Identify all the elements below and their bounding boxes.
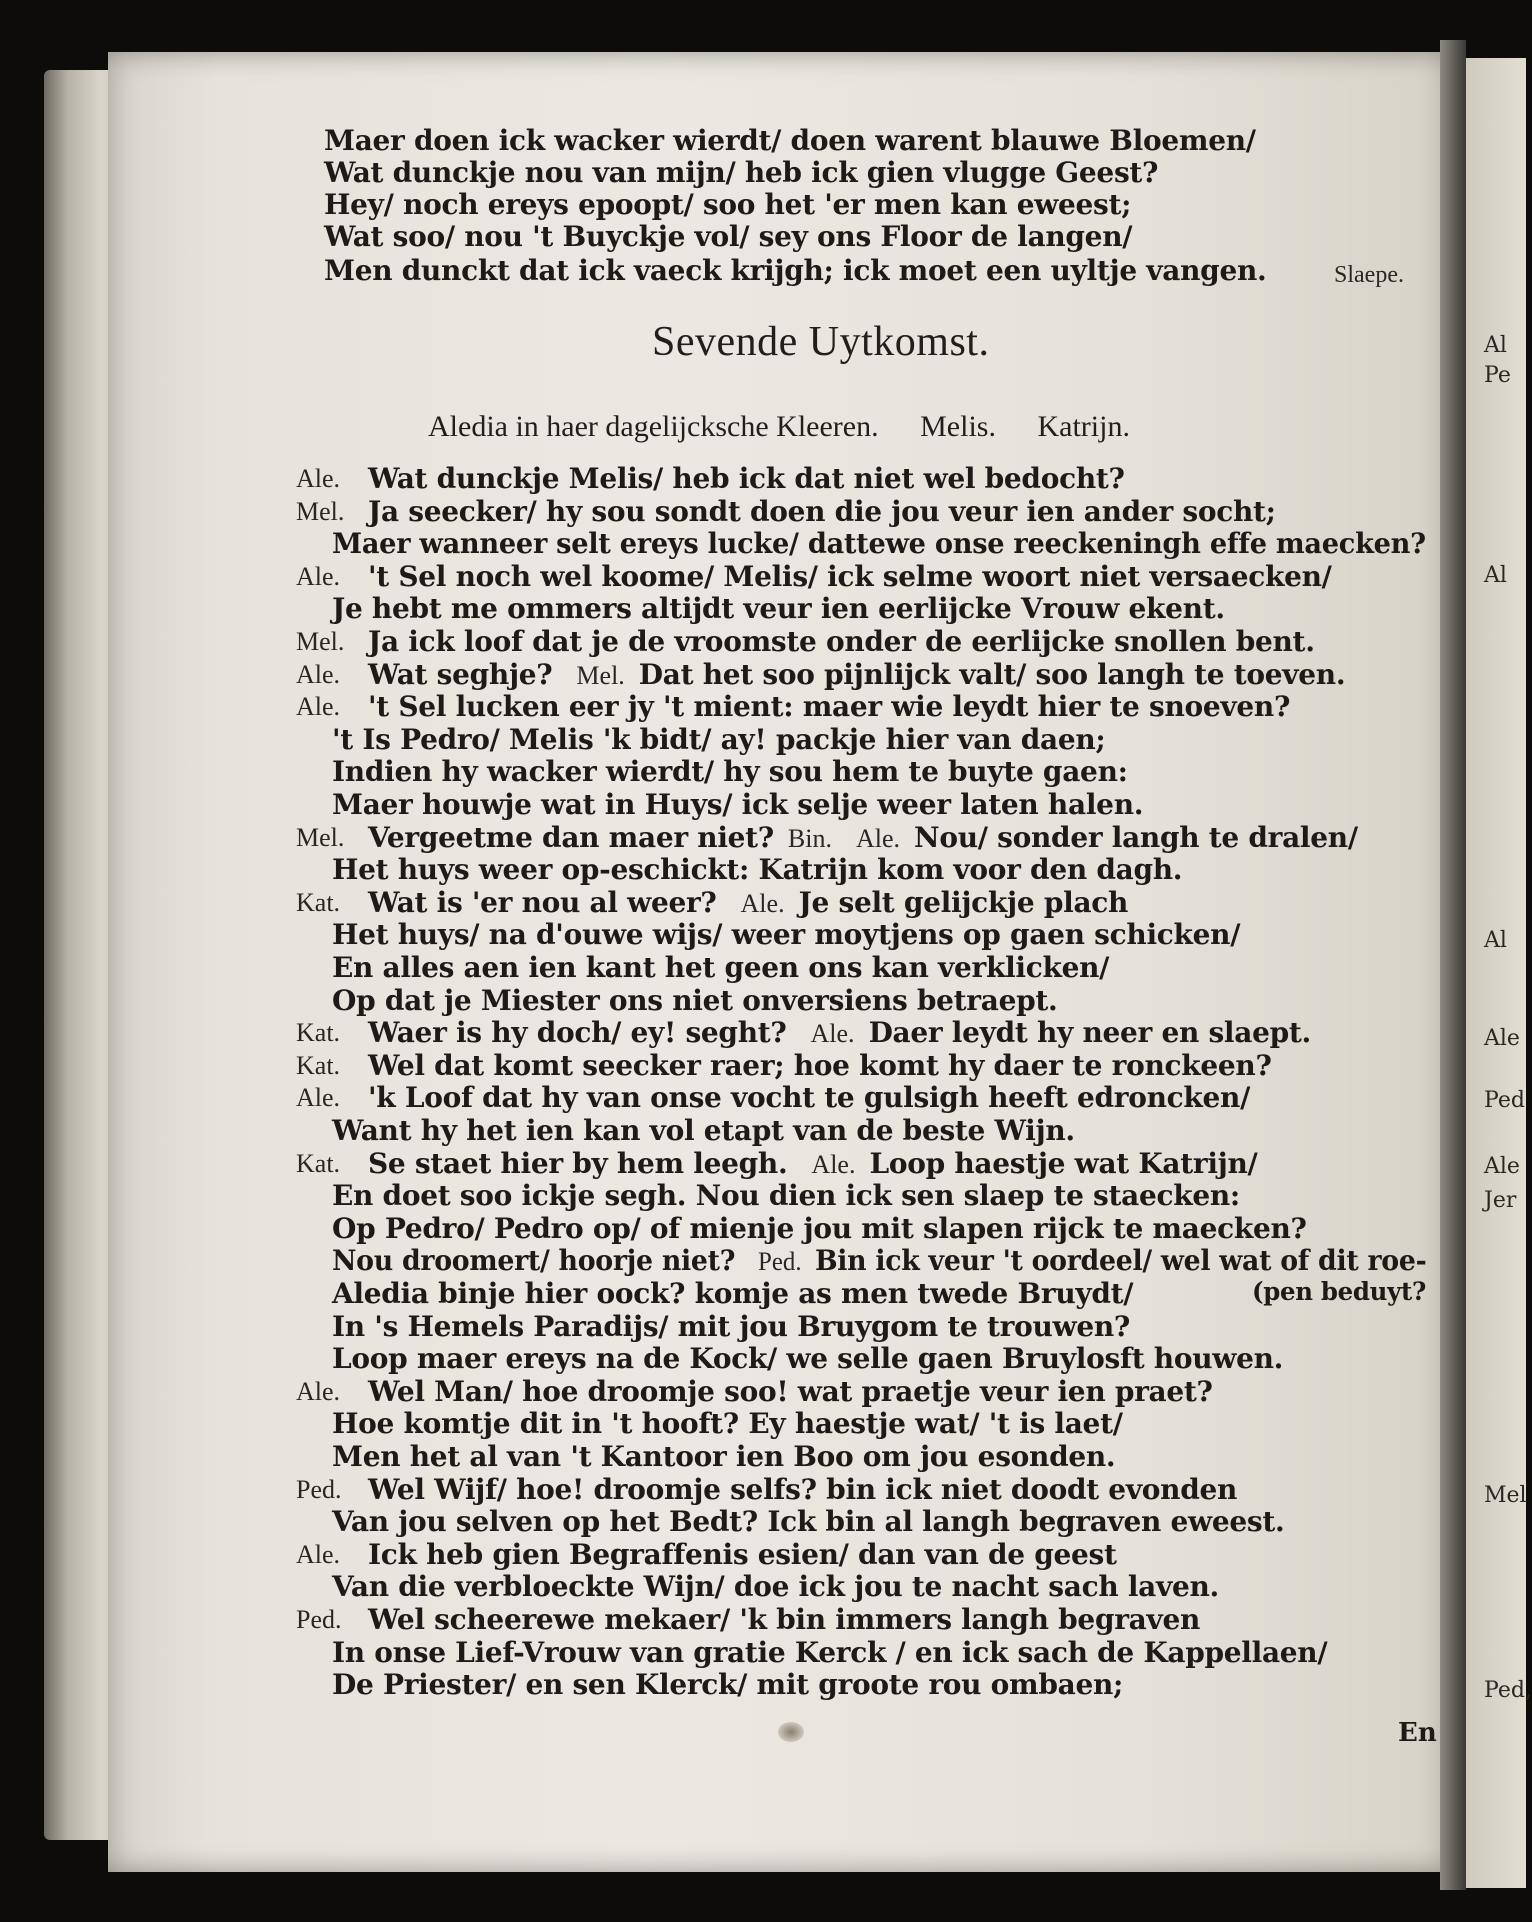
line-text: Se staet hier by hem leegh. bbox=[368, 1147, 788, 1180]
line-text: 't Sel noch wel koome/ Melis/ ick selme woort niet versaecken/ bbox=[368, 560, 1332, 593]
line-text: Je selt gelijckje plach bbox=[798, 886, 1129, 919]
line-text: En alles aen ien kant het geen ons kan verklicken/ bbox=[332, 951, 1110, 984]
verse-line: Men dunckt dat ick vaeck krijgh; ick moet een uyltje vangen. bbox=[324, 254, 1267, 287]
dialogue-line bbox=[332, 1668, 1123, 1701]
line-text: Waer is hy doch/ ey! seght? bbox=[368, 1016, 787, 1049]
book-gutter bbox=[1440, 40, 1466, 1890]
line-text: Men het al van 't Kantoor ien Boo om jou esonden. bbox=[332, 1440, 1116, 1473]
speaker-label: Kat. bbox=[296, 1051, 341, 1080]
line-text: Indien hy wacker wierdt/ hy sou hem te buyte gaen: bbox=[332, 755, 1128, 788]
line-text: De Priester/ en sen Klerck/ mit groote rou ombaen; bbox=[332, 1668, 1124, 1701]
dialogue-line bbox=[332, 527, 1426, 560]
dialogue-line bbox=[332, 1636, 1327, 1669]
catchword: En bbox=[1398, 1718, 1437, 1748]
speaker-label: Mel. bbox=[576, 661, 625, 690]
line-text: Van die verbloeckte Wijn/ doe ick jou te nacht sach laven. bbox=[332, 1570, 1219, 1603]
section-heading: Sevende Uytkomst. bbox=[652, 319, 990, 365]
line-text: En doet soo ickje segh. Nou dien ick sen slaep te staecken: bbox=[332, 1179, 1240, 1212]
line-text: Wel scheerewe mekaer/ 'k bin immers langh begraven bbox=[368, 1603, 1201, 1636]
speaker-label: Ale. bbox=[740, 889, 785, 918]
line-text: In 's Hemels Paradijs/ mit jou Bruygom te trouwen? bbox=[332, 1310, 1130, 1343]
dialogue-line bbox=[332, 1310, 1130, 1343]
line-text: Wel Wijf/ hoe! droomje selfs? bin ick niet doodt evonden bbox=[368, 1473, 1238, 1506]
speaker-label: Ale. bbox=[296, 692, 341, 721]
ink-smudge bbox=[778, 1722, 804, 1742]
dialogue-line bbox=[332, 1244, 1426, 1277]
next-page-fragment: Mel bbox=[1484, 1483, 1527, 1508]
speaker-label: Ale. bbox=[856, 824, 901, 853]
speaker-label: Mel. bbox=[296, 627, 345, 656]
verse-line: Hey/ noch ereys epoopt/ soo het 'er men kan eweest; bbox=[324, 188, 1132, 221]
aside-direction: Bin. bbox=[787, 824, 832, 853]
person-aledia: Aledia in haer dagelijcksche Kleeren. bbox=[428, 410, 879, 443]
line-text: Ick heb gien Begraffenis esien/ dan van de geest bbox=[368, 1538, 1117, 1571]
next-page-strip bbox=[1466, 58, 1532, 1888]
dialogue-line bbox=[368, 1375, 1213, 1408]
line-text: Dat het soo pijnlijck valt/ soo langh te toeven. bbox=[638, 658, 1346, 691]
speaker-label: Ped. bbox=[296, 1605, 342, 1634]
dialogue-line bbox=[332, 1570, 1219, 1603]
line-text: Wat seghje? bbox=[368, 658, 553, 691]
speaker-label: Ale. bbox=[296, 1540, 341, 1569]
speaker-label: Kat. bbox=[296, 1018, 341, 1047]
line-text: Het huys weer op-eschickt: Katrijn kom voor den dagh. bbox=[332, 853, 1183, 886]
dialogue-line bbox=[332, 1179, 1240, 1212]
dialogue-line bbox=[368, 690, 1290, 723]
next-page-fragment: Al bbox=[1484, 563, 1507, 588]
line-text: Vergeetme dan maer niet? bbox=[368, 821, 774, 854]
dialogue-line bbox=[332, 592, 1225, 625]
dialogue-line bbox=[368, 462, 1125, 495]
speaker-label: Ale. bbox=[296, 1083, 341, 1112]
line-text: Maer wanneer selt ereys lucke/ dattewe onse reeckeningh effe maecken? bbox=[332, 527, 1426, 560]
line-text: 'k Loof dat hy van onse vocht te gulsigh heeft edroncken/ bbox=[368, 1081, 1251, 1114]
speaker-label: Mel. bbox=[296, 823, 345, 852]
dialogue-line bbox=[368, 495, 1276, 528]
line-text: Bin ick veur 't oordeel/ wel wat of dit roe- bbox=[814, 1244, 1427, 1277]
line-text: 't Sel lucken eer jy 't mient: maer wie leydt hier te snoeven? bbox=[368, 690, 1291, 723]
speaker-label: Kat. bbox=[296, 1149, 341, 1178]
dialogue-line bbox=[368, 1016, 1311, 1049]
dialogue-line bbox=[368, 1538, 1117, 1571]
line-text: Je hebt me ommers altijdt veur ien eerlijcke Vrouw ekent. bbox=[332, 592, 1225, 625]
next-page-fragment: Pe bbox=[1484, 363, 1511, 388]
next-page-fragment: Al bbox=[1484, 928, 1507, 953]
line-text: 't Is Pedro/ Melis 'k bidt/ ay! packje hier van daen; bbox=[332, 723, 1106, 756]
dialogue-line bbox=[332, 1407, 1123, 1440]
line-text: Wat dunckje Melis/ heb ick dat niet wel bedocht? bbox=[368, 462, 1125, 495]
dialogue-line bbox=[332, 1277, 1133, 1310]
line-text: Ja ick loof dat je de vroomste onder de eerlijcke snollen bent. bbox=[368, 625, 1315, 658]
dialogue-line bbox=[368, 1049, 1272, 1082]
dialogue-line bbox=[332, 755, 1128, 788]
line-text: Daer leydt hy neer en slaept. bbox=[868, 1016, 1311, 1049]
dialogue-line bbox=[332, 1114, 1075, 1147]
line-text: Loop haestje wat Katrijn/ bbox=[869, 1147, 1258, 1180]
speaker-label: Ale. bbox=[810, 1019, 855, 1048]
speaker-label: Ale. bbox=[296, 660, 341, 689]
dialogue-line bbox=[332, 1342, 1283, 1375]
speaker-label: Ale. bbox=[296, 464, 341, 493]
dialogue-line bbox=[332, 918, 1240, 951]
person-melis: Melis. bbox=[920, 410, 996, 443]
line-text: Maer houwje wat in Huys/ ick selje weer laten halen. bbox=[332, 788, 1144, 821]
line-text: Aledia binje hier oock? komje as men twede Bruydt/ bbox=[332, 1277, 1134, 1310]
verse-line: Wat dunckje nou van mijn/ heb ick gien vlugge Geest? bbox=[324, 156, 1159, 189]
dialogue-line bbox=[332, 1440, 1115, 1473]
runover-text: (pen beduyt? bbox=[1252, 1277, 1426, 1306]
next-page-fragment: Ped bbox=[1484, 1088, 1525, 1113]
person-katrijn: Katrijn. bbox=[1037, 410, 1130, 443]
dialogue-line bbox=[368, 658, 1345, 691]
line-text: Van jou selven op het Bedt? Ick bin al langh begraven eweest. bbox=[332, 1505, 1285, 1538]
line-text: Loop maer ereys na de Kock/ we selle gaen Bruylosft houwen. bbox=[332, 1342, 1284, 1375]
line-text: Nou/ sonder langh te dralen/ bbox=[914, 821, 1358, 854]
dialogue-line bbox=[368, 821, 1358, 854]
verse-line: Wat soo/ nou 't Buyckje vol/ sey ons Floor de langen/ bbox=[324, 220, 1133, 253]
next-page-fragment: Ale bbox=[1484, 1154, 1520, 1179]
dialogue-line bbox=[368, 625, 1315, 658]
line-text: Wel Man/ hoe droomje soo! wat praetje veur ien praet? bbox=[368, 1375, 1213, 1408]
dialogue-line bbox=[332, 1505, 1284, 1538]
dialogue-line bbox=[368, 1473, 1237, 1506]
line-text: Op dat je Miester ons niet onversiens betraept. bbox=[332, 984, 1058, 1017]
line-text: Wel dat komt seecker raer; hoe komt hy daer te ronckeen? bbox=[368, 1049, 1272, 1082]
next-page-fragment: Ale bbox=[1484, 1026, 1520, 1051]
dialogue-line bbox=[332, 788, 1143, 821]
dialogue-line bbox=[332, 984, 1057, 1017]
dialogue-line bbox=[332, 853, 1182, 886]
verse-line: Maer doen ick wacker wierdt/ doen warent blauwe Bloemen/ bbox=[324, 124, 1256, 157]
stage-direction: Slaepe. bbox=[1334, 262, 1404, 288]
dialogue-line bbox=[368, 1603, 1200, 1636]
speaker-label: Ale. bbox=[811, 1150, 856, 1179]
dialogue-line bbox=[368, 560, 1332, 593]
dialogue-line bbox=[368, 1147, 1257, 1180]
line-text: Op Pedro/ Pedro op/ of mienje jou mit slapen rijck te maecken? bbox=[332, 1212, 1307, 1245]
line-text: Hoe komtje dit in 't hooft? Ey haestje wat/ 't is laet/ bbox=[332, 1407, 1123, 1440]
dialogue-line bbox=[368, 886, 1128, 919]
next-page-fragment: Jer bbox=[1484, 1188, 1517, 1213]
line-text: Het huys/ na d'ouwe wijs/ weer moytjens op gaen schicken/ bbox=[332, 918, 1241, 951]
speaker-label: Ale. bbox=[296, 562, 341, 591]
dialogue-line bbox=[332, 1212, 1307, 1245]
speaker-label: Mel. bbox=[296, 497, 345, 526]
line-text: Want hy het ien kan vol etapt van de beste Wijn. bbox=[332, 1114, 1075, 1147]
line-text: Wat is 'er nou al weer? bbox=[368, 886, 717, 919]
line-text: In onse Lief-Vrouw van gratie Kerck / en ick sach de Kappellaen/ bbox=[332, 1636, 1328, 1669]
speaker-label: Kat. bbox=[296, 888, 341, 917]
speaker-label: Ped. bbox=[296, 1475, 342, 1504]
speaker-label: Ale. bbox=[296, 1377, 341, 1406]
next-page-fragment: Al bbox=[1484, 333, 1507, 358]
dialogue-line bbox=[332, 723, 1105, 756]
next-page-fragment: Ped, bbox=[1484, 1678, 1532, 1703]
dialogue-line bbox=[368, 1081, 1250, 1114]
line-text: Ja seecker/ hy sou sondt doen die jou veur ien ander socht; bbox=[368, 495, 1276, 528]
speaker-label: Ped. bbox=[758, 1247, 802, 1276]
dialogue-line bbox=[332, 951, 1109, 984]
dramatis-personae bbox=[428, 410, 1130, 444]
line-text: Nou droomert/ hoorje niet? bbox=[332, 1244, 736, 1277]
